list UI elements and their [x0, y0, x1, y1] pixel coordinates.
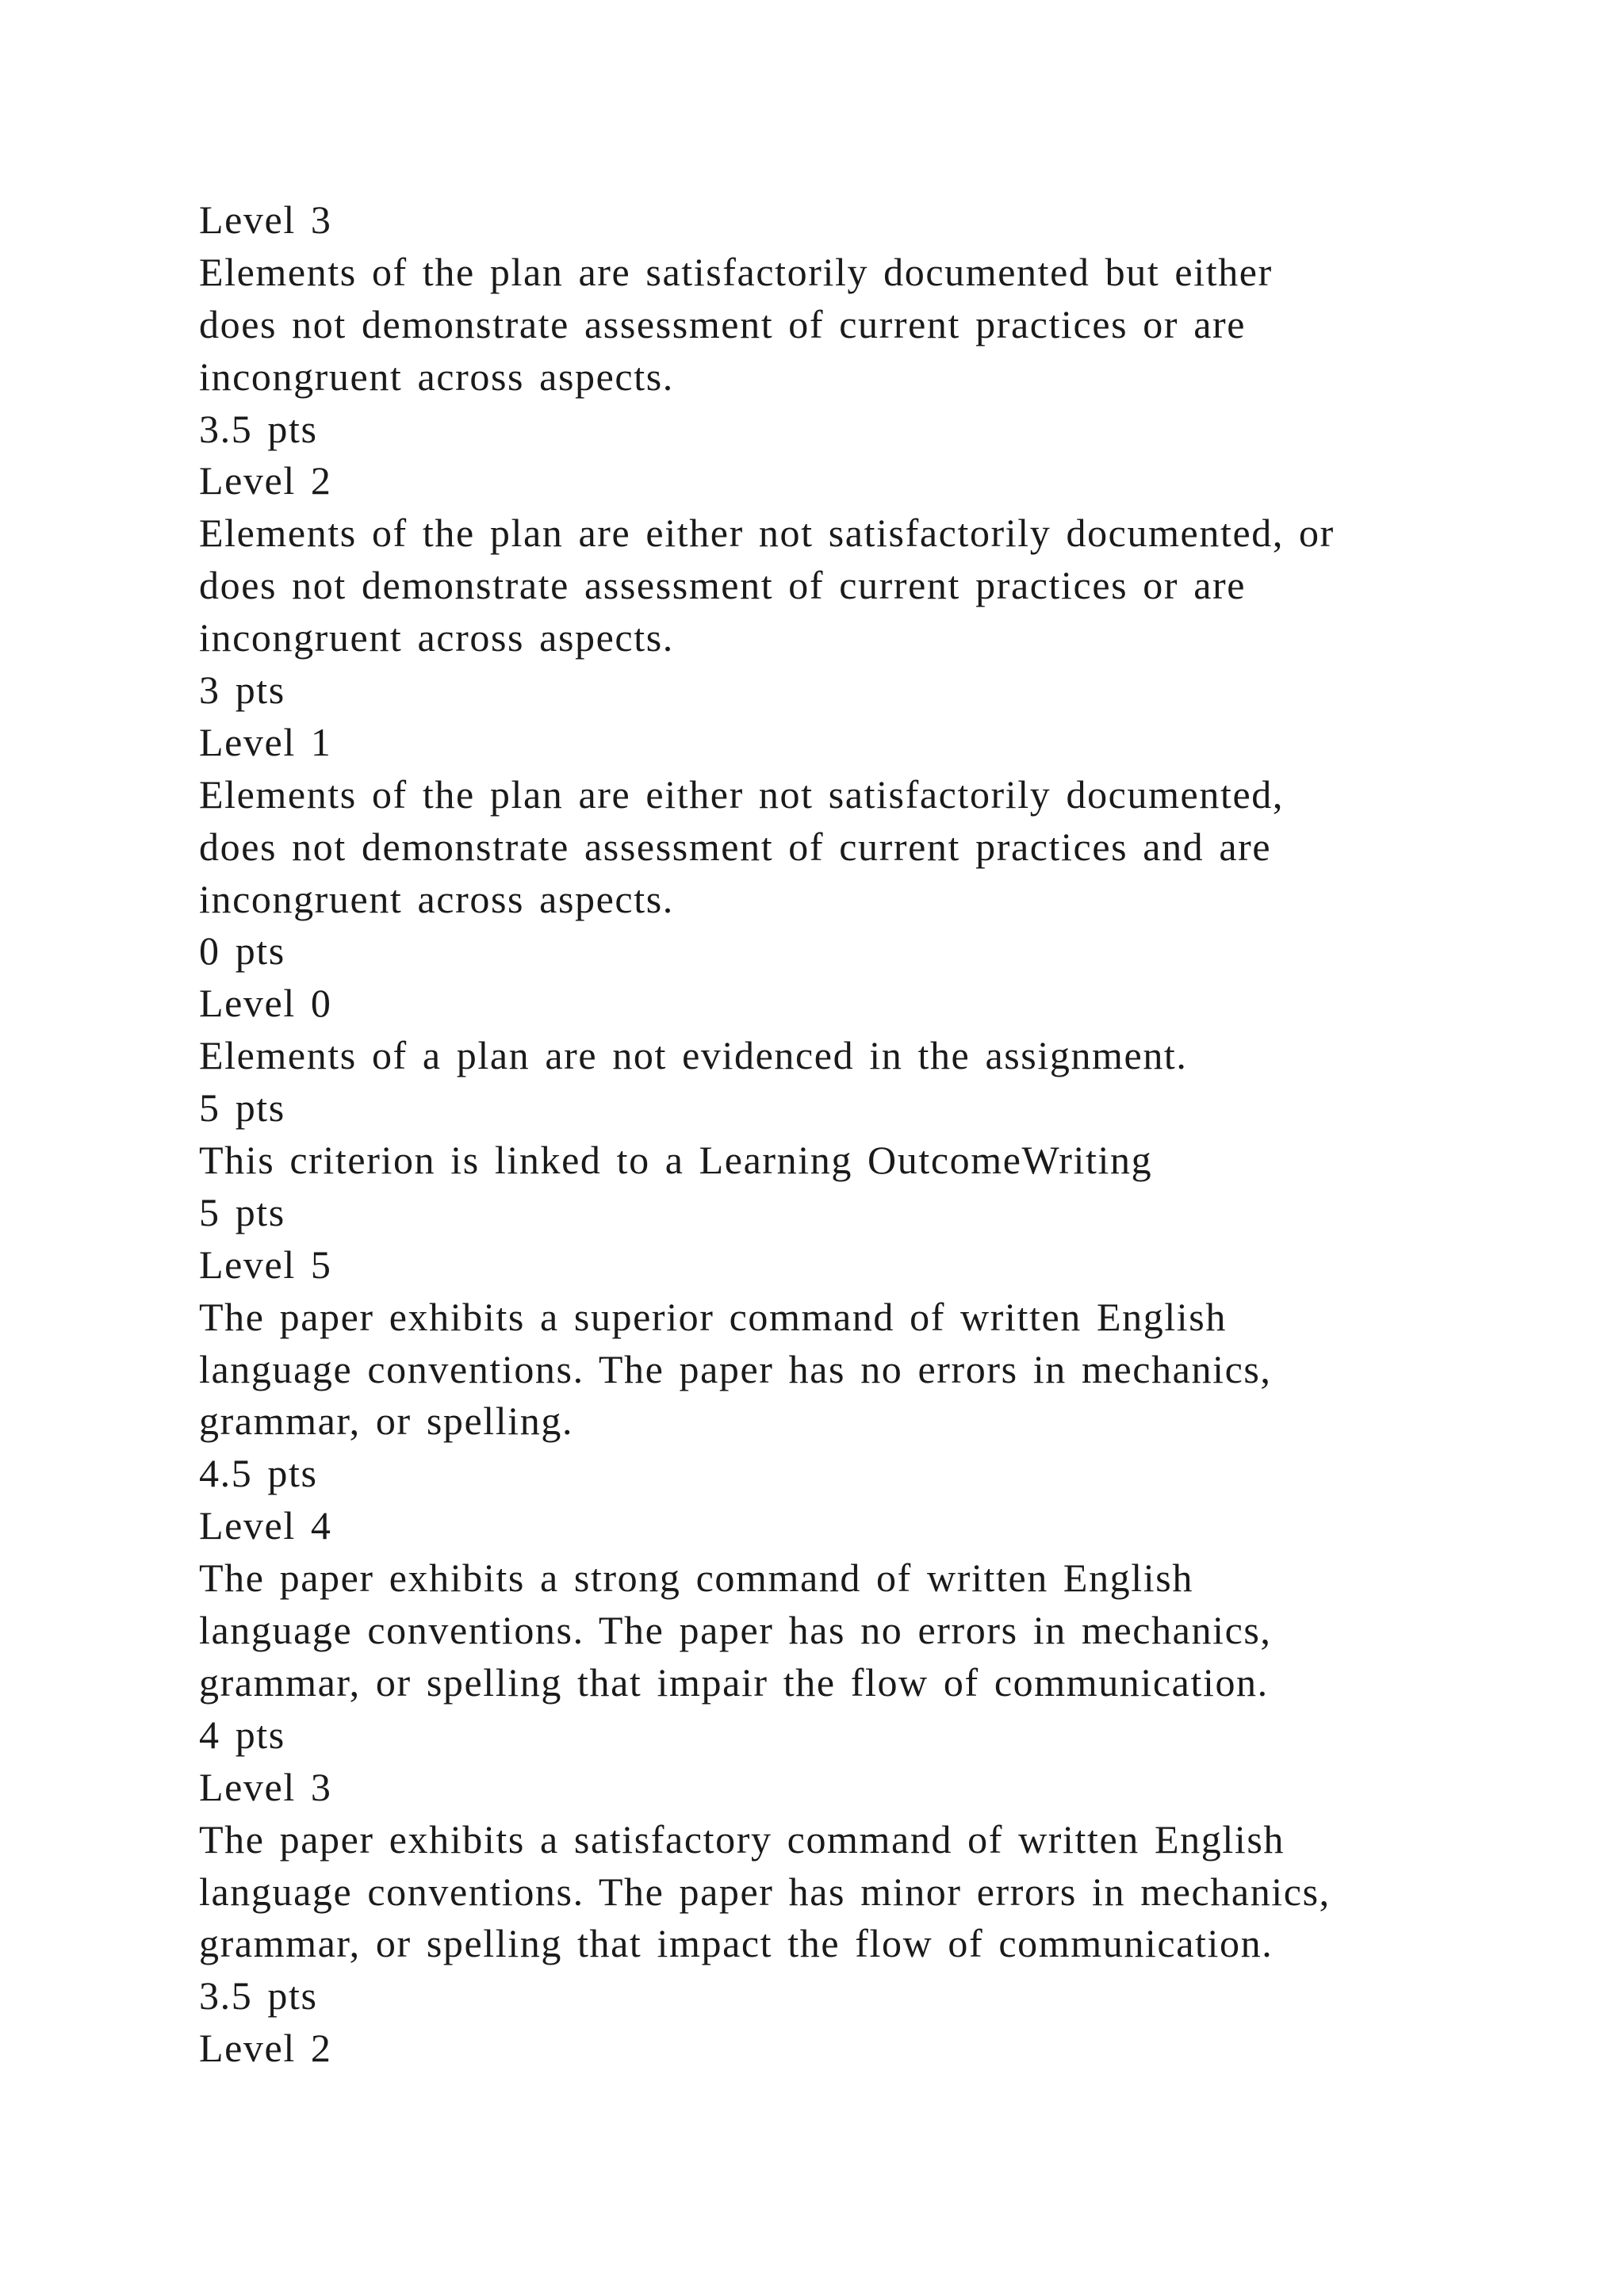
- text-line: language conventions. The paper has no errors in mechanics,: [199, 1608, 1272, 1653]
- text-line: Level 0: [199, 981, 332, 1026]
- text-line: Level 2: [199, 2026, 332, 2071]
- text-line: incongruent across aspects.: [199, 615, 674, 660]
- text-line: The paper exhibits a strong command of written English: [199, 1556, 1193, 1601]
- text-line: This criterion is linked to a Learning OutcomeWriting: [199, 1138, 1153, 1183]
- text-line: The paper exhibits a satisfactory command of written English: [199, 1816, 1285, 1862]
- text-line: 3 pts: [199, 668, 285, 713]
- text-line: Level 3: [199, 1764, 332, 1809]
- text-line: Level 2: [199, 458, 332, 503]
- text-line: language conventions. The paper has minor errors in mechanics,: [199, 1869, 1331, 1914]
- text-line: 4.5 pts: [199, 1451, 318, 1496]
- text-line: Elements of the plan are satisfactorily documented but either: [199, 249, 1273, 294]
- text-line: grammar, or spelling.: [199, 1399, 574, 1444]
- text-line: grammar, or spelling that impact the flow of communication.: [199, 1921, 1274, 1966]
- text-line: Level 1: [199, 719, 332, 764]
- text-line: 5 pts: [199, 1085, 285, 1131]
- text-line: Elements of a plan are not evidenced in the assignment.: [199, 1033, 1188, 1078]
- text-line: The paper exhibits a superior command of written English: [199, 1294, 1227, 1339]
- text-line: 4 pts: [199, 1712, 285, 1757]
- text-line: incongruent across aspects.: [199, 876, 674, 921]
- text-line: Level 3: [199, 197, 332, 242]
- text-line: grammar, or spelling that impair the flow of communication.: [199, 1659, 1269, 1705]
- text-line: incongruent across aspects.: [199, 354, 674, 399]
- text-line: 0 pts: [199, 928, 285, 974]
- text-line: Elements of the plan are either not satisfactorily documented,: [199, 771, 1284, 817]
- rubric-text: [199, 194, 1547, 2075]
- text-line: language conventions. The paper has no errors in mechanics,: [199, 1346, 1272, 1391]
- text-line: 3.5 pts: [199, 406, 318, 451]
- text-line: 5 pts: [199, 1189, 285, 1234]
- text-line: does not demonstrate assessment of current practices or are: [199, 563, 1247, 608]
- text-line: Elements of the plan are either not satisfactorily documented, or: [199, 511, 1335, 556]
- text-line: Level 5: [199, 1242, 332, 1287]
- text-line: does not demonstrate assessment of current practices and are: [199, 824, 1272, 869]
- text-line: does not demonstrate assessment of current practices or are: [199, 301, 1247, 346]
- text-line: 3.5 pts: [199, 1973, 318, 2019]
- text-line: Level 4: [199, 1503, 332, 1548]
